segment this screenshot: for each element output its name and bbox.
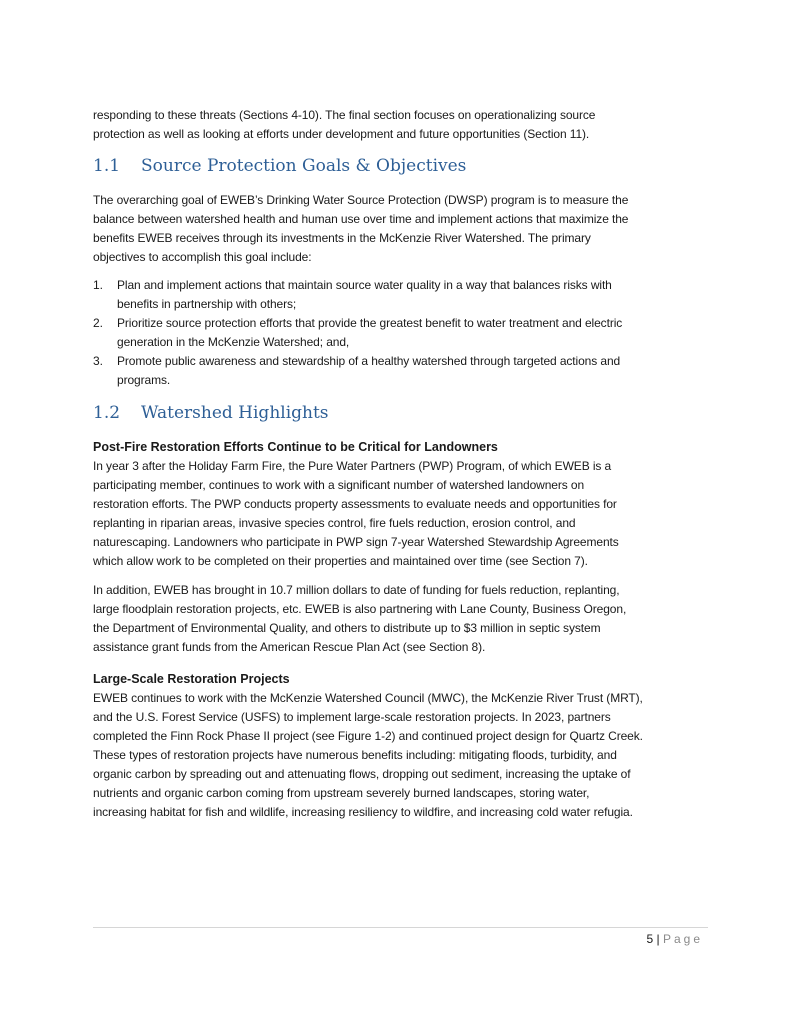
page-number: 5 — [646, 932, 654, 946]
text-line: balance between watershed health and human use over time and implement actions that maximize the — [93, 212, 629, 226]
text-line: the Department of Environmental Quality, and others to distribute up to $3 million in septic system — [93, 621, 601, 635]
text-line: replanting in riparian areas, invasive species control, fire fuels reduction, erosion control, and — [93, 516, 576, 530]
text-line: restoration efforts. The PWP conducts property assessments to evaluate needs and opportunities for — [93, 497, 617, 511]
section-heading-1-1 — [93, 154, 733, 178]
footer-separator: | — [656, 932, 660, 946]
list-number: 3. — [93, 354, 104, 368]
footer-divider — [93, 927, 708, 928]
text-line: large floodplain restoration projects, etc. EWEB is also partnering with Lane County, Business Oregon, — [93, 602, 627, 616]
text-line: nutrients and organic carbon coming from upstream severely burned landscapes, storing water, — [93, 786, 590, 800]
text-line: Prioritize source protection efforts that provide the greatest benefit to water treatment and electric — [117, 316, 623, 330]
list-number: 2. — [93, 316, 104, 330]
text-line: Plan and implement actions that maintain source water quality in a way that balances risks with — [117, 278, 612, 292]
goals-paragraph — [93, 191, 733, 267]
text-line: responding to these threats (Sections 4-10). The final section focuses on operationalizing source — [93, 108, 596, 122]
list-item — [93, 314, 733, 352]
post-fire-section — [93, 438, 733, 571]
text-line: Promote public awareness and stewardship of a healthy watershed through targeted actions and — [117, 354, 621, 368]
section-title: Source Protection Goals & Objectives — [141, 156, 467, 176]
intro-paragraph — [93, 106, 733, 144]
list-number: 1. — [93, 278, 104, 292]
text-line: organic carbon by spreading out and attenuating flows, dropping out sediment, increasing the uptake of — [93, 767, 631, 781]
text-line: These types of restoration projects have numerous benefits including: mitigating floods, turbidity, and — [93, 748, 617, 762]
list-item — [93, 276, 733, 314]
text-line: which allow work to be completed on their properties and maintained over time (see Section 7). — [93, 554, 588, 568]
section-number: 1.1 — [93, 156, 121, 176]
text-line: protection as well as looking at efforts under development and future opportunities (Section 11). — [93, 127, 590, 141]
subheading: Large-Scale Restoration Projects — [93, 672, 290, 686]
text-line: benefits in partnership with others; — [117, 297, 297, 311]
text-line: programs. — [117, 373, 171, 387]
objectives-list — [93, 276, 733, 390]
text-line: completed the Finn Rock Phase II project (see Figure 1-2) and continued project design for Quartz Creek. — [93, 729, 643, 743]
large-scale-section — [93, 670, 733, 822]
text-line: EWEB continues to work with the McKenzie Watershed Council (MWC), the McKenzie River Trust (MRT), — [93, 691, 643, 705]
section-heading-1-2 — [93, 401, 733, 425]
text-line: The overarching goal of EWEB’s Drinking Water Source Protection (DWSP) program is to measure the — [93, 193, 629, 207]
subheading: Post-Fire Restoration Efforts Continue to be Critical for Landowners — [93, 440, 498, 454]
text-line: assistance grant funds from the American Rescue Plan Act (see Section 8). — [93, 640, 486, 654]
text-line: objectives to accomplish this goal include: — [93, 250, 312, 264]
text-line: generation in the McKenzie Watershed; and, — [117, 335, 350, 349]
page-footer — [646, 931, 703, 947]
list-item — [93, 352, 733, 390]
text-line: In year 3 after the Holiday Farm Fire, the Pure Water Partners (PWP) Program, of which EWEB is a — [93, 459, 612, 473]
text-line: participating member, continues to work with a significant number of watershed landowners on — [93, 478, 585, 492]
page-label: Page — [662, 932, 703, 946]
section-title: Watershed Highlights — [141, 403, 329, 423]
funding-paragraph — [93, 581, 733, 657]
text-line: naturescaping. Landowners who participate in PWP sign 7-year Watershed Stewardship Agreements — [93, 535, 619, 549]
section-number: 1.2 — [93, 403, 121, 423]
text-line: increasing habitat for fish and wildlife, increasing resiliency to wildfire, and increasing cold water refugia. — [93, 805, 633, 819]
text-line: and the U.S. Forest Service (USFS) to implement large-scale restoration projects. In 2023, partners — [93, 710, 611, 724]
text-line: benefits EWEB receives through its investments in the McKenzie River Watershed. The primary — [93, 231, 591, 245]
text-line: In addition, EWEB has brought in 10.7 million dollars to date of funding for fuels reduction, replanting, — [93, 583, 620, 597]
